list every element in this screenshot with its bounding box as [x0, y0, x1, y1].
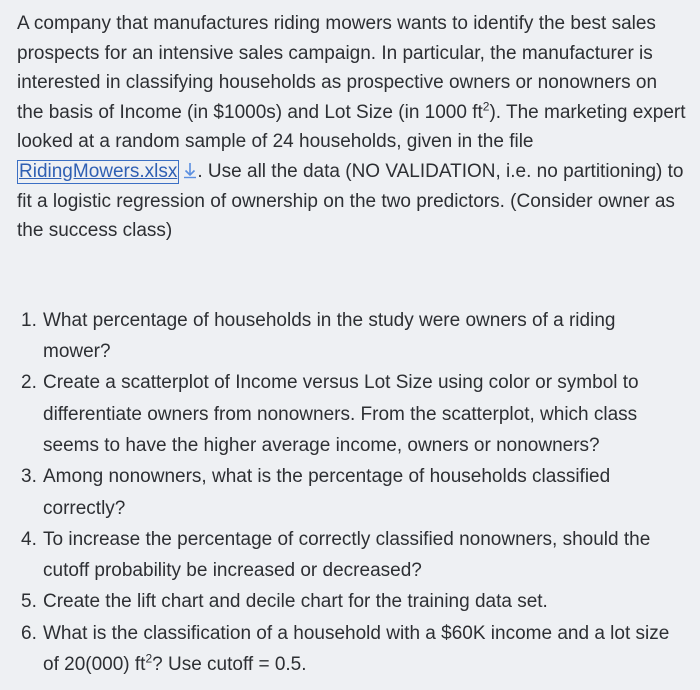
question-text: Create a scatterplot of Income versus Lot Size using color or symbol to differentiate owners from nonowners. From the scatterplot, which class seems to have the higher average income, owners or nonowners? — [43, 372, 639, 456]
question-text: What percentage of households in the study were owners of a riding mower? — [43, 309, 616, 363]
question-text: Create the lift chart and decile chart for the training data set. — [43, 591, 548, 613]
question-text: Among nonowners, what is the percentage of households classified correctly? — [43, 466, 611, 519]
superscript: 2 — [482, 99, 490, 114]
question-number: 4. — [21, 528, 37, 550]
question-text-end: ? Use cutoff = 0.5. — [152, 654, 307, 676]
question-number: 2. — [21, 372, 37, 394]
superscript: 2 — [145, 651, 153, 666]
intro-text-end: . Use all the data (NO VALIDATION, i.e. no partitioning) to fit a logistic regression of ownership on the two predictors. (Consider owner as the success class) — [17, 160, 684, 242]
download-arrow-icon[interactable] — [183, 161, 197, 179]
question-item — [17, 367, 686, 461]
question-text — [43, 623, 669, 675]
question-number: 6. — [21, 622, 37, 644]
question-list — [17, 305, 686, 681]
ridingmowers-file-link[interactable]: RidingMowers.xlsx — [19, 160, 178, 182]
question-number: 5. — [21, 591, 37, 613]
problem-intro — [17, 9, 686, 246]
question-text-start: What is the classification of a household with a $60K income and a lot size of 20(000) ft — [43, 622, 670, 676]
question-text: To increase the percentage of correctly classified nonowners, should the cutoff probability be increased or decreased? — [43, 528, 651, 582]
question-number: 1. — [21, 309, 37, 331]
intro-text-start: A company that manufactures riding mowers wants to identify the best sales prospects for an intensive sales campaign. In particular, the manufacturer is interested in classifying households as prospective owners or nonowners on the basis of Income (in $1000s) and Lot Size (in 1000 ft — [17, 13, 658, 123]
question-item — [17, 586, 686, 617]
question-item — [17, 618, 686, 681]
question-item — [17, 461, 686, 524]
intro-text-mid: ). The marketing expert looked at a random sample of 24 households, given in the file — [17, 101, 686, 153]
question-number: 3. — [21, 466, 37, 488]
question-item — [17, 305, 686, 368]
question-item — [17, 524, 686, 587]
